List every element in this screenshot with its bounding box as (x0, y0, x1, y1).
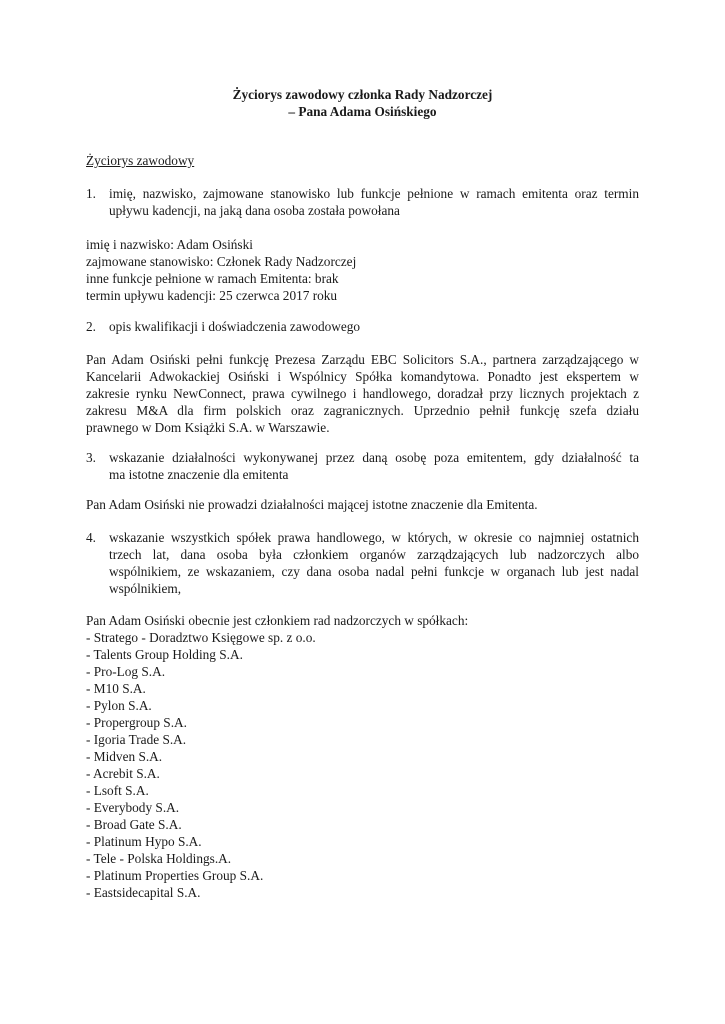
boards-section (86, 612, 639, 901)
company-item: - Tele - Polska Holdings.A. (86, 851, 232, 866)
item-line: upływu kadencji, na jaką dana osoba została powołana (109, 203, 400, 218)
company-item: - Pylon S.A. (86, 698, 152, 713)
section-heading: Życiorys zawodowy (86, 153, 195, 168)
info-position: zajmowane stanowisko: Członek Rady Nadzorczej (86, 254, 357, 269)
item-line: imię, nazwisko, zajmowane stanowisko lub funkcje pełnione w ramach emitenta oraz termin (109, 186, 639, 201)
company-item: - Igoria Trade S.A. (86, 732, 187, 747)
company-item: - Lsoft S.A. (86, 783, 149, 798)
paragraph-line: zakresie rynku NewConnect, prawa cywilnego i handlowego, doradzał przy licznych projektach z (86, 386, 639, 401)
document-title (86, 86, 639, 120)
boards-intro: Pan Adam Osiński obecnie jest członkiem rad nadzorczych w spółkach: (86, 613, 469, 628)
item-number: 4. (86, 530, 96, 545)
info-other-functions: inne funkcje pełnione w ramach Emitenta: brak (86, 271, 339, 286)
company-item: - M10 S.A. (86, 681, 146, 696)
company-item: - Broad Gate S.A. (86, 817, 182, 832)
paragraph-line: prawnego w Dom Książki S.A. w Warszawie. (86, 420, 330, 435)
item-number: 3. (86, 450, 96, 465)
item-line: wskazanie działalności wykonywanej przez daną osobę poza emitentem, gdy działalność ta (109, 450, 639, 465)
company-item: - Stratego - Doradztwo Księgowe sp. z o.o. (86, 630, 316, 645)
item-line: wspólnikiem, ze wskazaniem, czy dana osoba nadal pełni funkcje w organach lub jest nadal (109, 564, 639, 579)
paragraph-line: Kancelarii Adwokackiej Osiński i Wspólnicy Spółka komandytowa. Ponadto jest ekspertem w (86, 369, 639, 384)
company-item: - Platinum Hypo S.A. (86, 834, 202, 849)
company-item: - Talents Group Holding S.A. (86, 647, 243, 662)
company-item: - Pro-Log S.A. (86, 664, 166, 679)
company-item: - Midven S.A. (86, 749, 163, 764)
item-line: ma istotne znaczenie dla emitenta (109, 467, 289, 482)
company-item: - Propergroup S.A. (86, 715, 187, 730)
company-item: - Eastsidecapital S.A. (86, 885, 201, 900)
info-name: imię i nazwisko: Adam Osiński (86, 237, 253, 252)
title-line-2: – Pana Adama Osińskiego (288, 104, 437, 119)
item-number: 1. (86, 186, 96, 201)
company-item: - Platinum Properties Group S.A. (86, 868, 264, 883)
info-term: termin upływu kadencji: 25 czerwca 2017 roku (86, 288, 338, 303)
company-item: - Everybody S.A. (86, 800, 180, 815)
item-number: 2. (86, 319, 96, 334)
company-item: - Acrebit S.A. (86, 766, 160, 781)
activity-statement: Pan Adam Osiński nie prowadzi działalności mającej istotne znaczenie dla Emitenta. (86, 497, 538, 512)
paragraph-line: zakresu M&A dla firm polskich oraz zagranicznych. Uprzednio pełnił funkcję szefa działu (86, 403, 639, 418)
qualifications-paragraph (86, 351, 639, 436)
item-line: trzech lat, dana osoba była członkiem organów zarządzających lub nadzorczych albo (109, 547, 639, 562)
title-line-1: Życiorys zawodowy członka Rady Nadzorczej (232, 87, 493, 102)
item-line: wspólnikiem, (109, 581, 182, 596)
paragraph-line: Pan Adam Osiński pełni funkcję Prezesa Zarządu EBC Solicitors S.A., partnera zarządzającego w (86, 352, 639, 367)
item-line: wskazanie wszystkich spółek prawa handlowego, w których, w okresie co najmniej ostatnich (109, 530, 639, 545)
item-line: opis kwalifikacji i doświadczenia zawodowego (109, 319, 361, 334)
info-block (86, 236, 639, 304)
